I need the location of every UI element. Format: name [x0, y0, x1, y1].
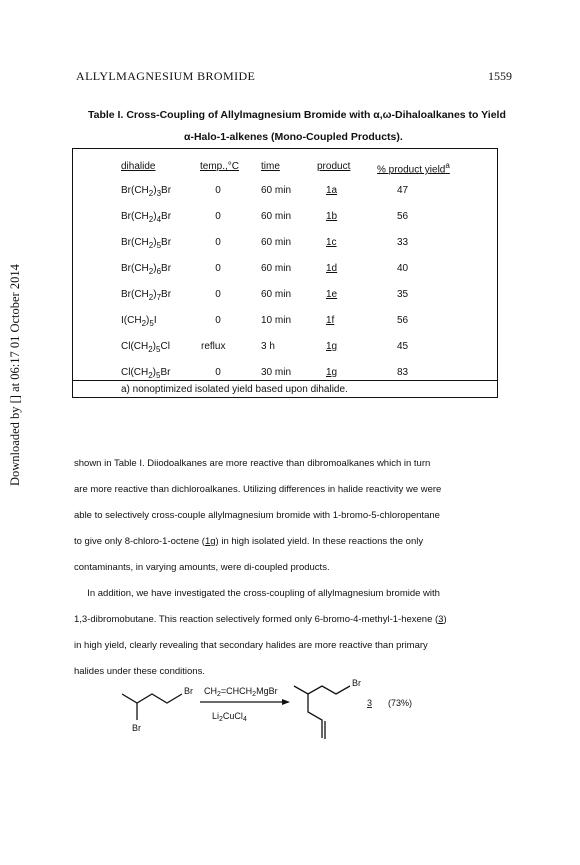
col-header-temp: temp.,°C: [200, 161, 240, 172]
dihalide-cell: $Br(CH_2)_6Br$: [121, 263, 172, 276]
temp-cell: 0: [215, 237, 221, 248]
product-cell: 1d: [326, 263, 338, 274]
yield-cell: 56: [397, 315, 409, 326]
body-line: halides under these conditions.: [74, 666, 205, 677]
time-cell: 60 min: [261, 289, 292, 300]
table-footnote: a) nonoptimized isolated yield based upon dihalide.: [121, 384, 348, 395]
yield-cell: 56: [397, 211, 409, 222]
time-cell: 60 min: [261, 237, 292, 248]
temp-cell: 0: [215, 185, 221, 196]
dihalide-cell: $Cl(CH_2)_5Cl$: [121, 341, 170, 354]
compound-ref: 1g: [204, 536, 216, 547]
temp-cell: reflux: [201, 341, 226, 352]
time-cell: 60 min: [261, 211, 292, 222]
dihalide-cell: $Br(CH_2)_4Br$: [121, 211, 172, 224]
temp-cell: 0: [215, 315, 221, 326]
time-cell: 60 min: [261, 263, 292, 274]
time-cell: 3 h: [261, 341, 275, 352]
product-cell: 1g: [326, 341, 338, 352]
product-br-label: Br: [352, 678, 361, 688]
page-number: 1559: [488, 69, 512, 83]
time-cell: 10 min: [261, 315, 292, 326]
body-line: are more reactive than dichloroalkanes. Utilizing differences in halide reactivity we were: [74, 484, 442, 495]
body-line: shown in Table I. Diiodoalkanes are more reactive than dibromoalkanes which in turn: [74, 458, 431, 469]
reaction-arrow: [200, 699, 290, 705]
product-cell: 1b: [326, 211, 338, 222]
product-yield: (73%): [388, 698, 413, 708]
body-line: to give only 8-chloro-1-octene (1g) in high isolated yield. In these reactions the only: [74, 536, 424, 547]
product-cell: 1e: [326, 289, 338, 300]
product-label: 3: [367, 698, 373, 708]
yield-cell: 40: [397, 263, 409, 274]
dihalide-cell: $Br(CH_2)_3Br$: [121, 185, 172, 198]
col-header-product: product: [317, 161, 351, 172]
dihalide-cell: $Br(CH_2)_7Br$: [121, 289, 172, 302]
product-cell: 1a: [326, 185, 338, 196]
col-header-yield: % product yield$^a$: [377, 161, 450, 176]
dihalide-cell: $Br(CH_2)_5Br$: [121, 237, 172, 250]
temp-cell: 0: [215, 211, 221, 222]
table-caption-line2: α-Halo-1-alkenes (Mono-Coupled Products).: [184, 131, 403, 143]
running-head: ALLYLMAGNESIUM BROMIDE: [76, 69, 256, 83]
yield-cell: 45: [397, 341, 409, 352]
temp-cell: 0: [215, 367, 221, 378]
table-caption-line1: Table I. Cross-Coupling of Allylmagnesium Bromide with α,ω-Dihaloalkanes to Yield: [88, 109, 506, 121]
temp-cell: 0: [215, 289, 221, 300]
reactant-br-label: Br: [132, 723, 141, 733]
yield-cell: 83: [397, 367, 409, 378]
yield-cell: 35: [397, 289, 409, 300]
reactant-structure: [122, 694, 182, 720]
body-line: able to selectively cross-couple allylmagnesium bromide with 1-bromo-5-chloropentane: [74, 510, 440, 521]
col-header-dihalide: dihalide: [121, 161, 156, 172]
reagent-catalyst: $Li_2CuCl_4$: [212, 711, 247, 723]
product-structure: [294, 686, 350, 739]
reagent-allylmagnesium-bromide: $CH_2=CHCH_2MgBr$: [204, 686, 278, 698]
reactant-br-label: Br: [184, 686, 193, 696]
product-cell: 1f: [326, 315, 335, 326]
body-line: 1,3-dibromobutane. This reaction selectively formed only 6-bromo-4-methyl-1-hexene (3): [74, 614, 447, 625]
body-line: in high yield, clearly revealing that secondary halides are more reactive than primary: [74, 640, 428, 651]
body-line: In addition, we have investigated the cross-coupling of allylmagnesium bromide with: [74, 588, 440, 599]
product-cell: 1c: [326, 237, 337, 248]
time-cell: 30 min: [261, 367, 292, 378]
dihalide-cell: $Cl(CH_2)_5Br$: [121, 367, 171, 380]
product-cell: 1g: [326, 367, 338, 378]
download-note: Downloaded by [] at 06:17 01 October 2014: [8, 264, 22, 486]
compound-ref: 3: [438, 614, 444, 625]
body-line: contaminants, in varying amounts, were di-coupled products.: [74, 562, 330, 573]
dihalide-cell: $I(CH_2)_5I$: [121, 315, 157, 328]
yield-cell: 33: [397, 237, 409, 248]
col-header-time: time: [261, 161, 280, 172]
time-cell: 60 min: [261, 185, 292, 196]
yield-cell: 47: [397, 185, 409, 196]
temp-cell: 0: [215, 263, 221, 274]
